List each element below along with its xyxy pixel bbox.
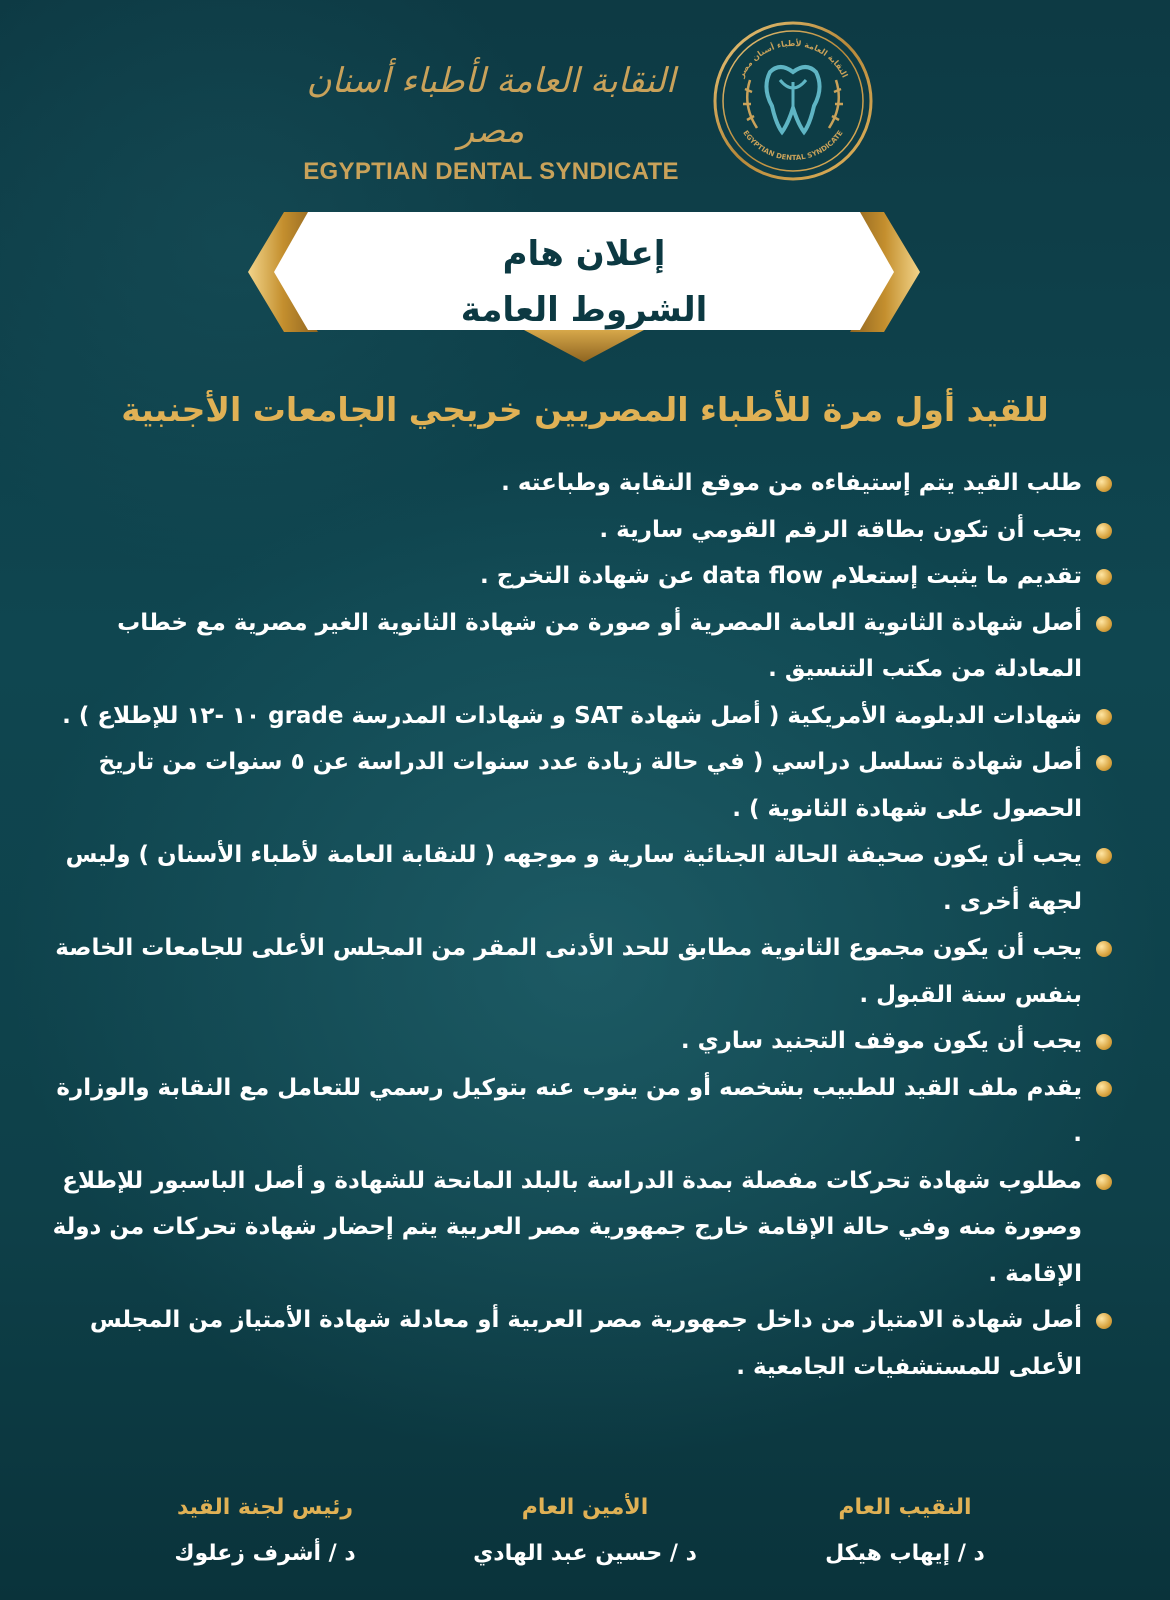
bullet-icon: [1096, 941, 1112, 957]
signature-name: د / أشرف زعلوك: [174, 1541, 356, 1566]
emblem-english-ring: EGYPTIAN DENTAL SYNDICATE: [741, 129, 845, 163]
signature-registration-committee-head: [130, 1492, 400, 1570]
bullet-icon: [1096, 616, 1112, 632]
announcement-banner: [248, 212, 920, 388]
bullet-icon: [1096, 1034, 1112, 1050]
signature-name: د / حسين عبد الهادي: [473, 1541, 697, 1566]
bullet-icon: [1096, 523, 1112, 539]
list-item: [48, 739, 1112, 832]
syndicate-logo-text: [296, 56, 686, 186]
condition-text: يجب أن يكون موقف التجنيد ساري .: [680, 1028, 1082, 1054]
condition-text: يقدم ملف القيد للطبيب بشخصه أو من ينوب عنه بتوكيل رسمي للتعامل مع النقابة والوزارة .: [56, 1074, 1082, 1147]
list-item: [48, 1297, 1112, 1390]
signature-title: رئيس لجنة القيد: [176, 1495, 354, 1520]
signature-title: النقيب العام: [838, 1495, 972, 1520]
bullet-icon: [1096, 1081, 1112, 1097]
bullet-icon: [1096, 709, 1112, 725]
condition-text: يجب أن يكون صحيفة الحالة الجنائية سارية و موجهه ( للنقابة العامة لأطباء الأسنان ) وليس لجهة أخرى .: [65, 842, 1082, 915]
signatures: [130, 1492, 1040, 1570]
list-item: [48, 1018, 1112, 1065]
emblem-arabic-ring: النقابة العامة لأطباء أسنان مصر: [736, 38, 850, 80]
signature-secretary-general: [450, 1492, 720, 1570]
condition-text: شهادات الدبلومة الأمريكية ( أصل شهادة SAT و شهادات المدرسة grade ١٠ -١٢ للإطلاع ) .: [62, 702, 1082, 729]
signature-name: د / إيهاب هيكل: [825, 1541, 985, 1566]
announcement-subtitle: للقيد أول مرة للأطباء المصريين خريجي الجامعات الأجنبية: [121, 390, 1049, 429]
logo-english-name: EGYPTIAN DENTAL SYNDICATE: [303, 158, 679, 185]
banner-line-general-conditions: الشروط العامة: [460, 290, 708, 330]
condition-text: تقديم ما يثبت إستعلام data flow عن شهادة التخرج .: [480, 563, 1082, 589]
list-item: [48, 460, 1112, 507]
banner-line-important-announcement: إعلان هام: [502, 234, 666, 274]
list-item: [48, 832, 1112, 925]
condition-text: أصل شهادة الثانوية العامة المصرية أو صورة من شهادة الثانوية الغير مصرية مع خطاب المعادلة من مكتب التنسيق .: [117, 609, 1082, 682]
conditions-list: [48, 460, 1112, 1390]
syndicate-emblem: [712, 20, 874, 182]
bullet-icon: [1096, 1174, 1112, 1190]
bullet-icon: [1096, 1313, 1112, 1329]
list-item: [48, 925, 1112, 1018]
signature-syndicate-head: [770, 1492, 1040, 1570]
list-item: [48, 693, 1112, 740]
condition-text: مطلوب شهادة تحركات مفصلة بمدة الدراسة بالبلد المانحة للشهادة و أصل الباسبور للإطلاع وصورة منه وفي حالة الإقامة خارج جمهورية مصر العربية يتم إحضار شهادة تحركات من دولة الإقامة .: [52, 1167, 1082, 1287]
bullet-icon: [1096, 476, 1112, 492]
list-item: [48, 553, 1112, 600]
list-item: [48, 1158, 1112, 1298]
list-item: [48, 600, 1112, 693]
condition-text: يجب أن تكون بطاقة الرقم القومي سارية .: [599, 516, 1082, 543]
bullet-icon: [1096, 569, 1112, 585]
signature-title: الأمين العام: [521, 1495, 649, 1520]
logo-arabic-name: النقابة العامة لأطباء أسنان مصر: [306, 61, 676, 151]
condition-text: طلب القيد يتم إستيفاءه من موقع النقابة وطباعته .: [501, 470, 1082, 496]
bullet-icon: [1096, 755, 1112, 771]
condition-text: يجب أن يكون مجموع الثانوية مطابق للحد الأدنى المقر من المجلس الأعلى للجامعات الخاصة بنفس سنة القبول .: [55, 935, 1082, 1008]
bullet-icon: [1096, 848, 1112, 864]
list-item: [48, 1065, 1112, 1158]
condition-text: أصل شهادة الامتياز من داخل جمهورية مصر العربية أو معادلة شهادة الأمتياز من المجلس الأعلى للمستشفيات الجامعية .: [89, 1307, 1082, 1380]
list-item: [48, 507, 1112, 554]
condition-text: أصل شهادة تسلسل دراسي ( في حالة زيادة عدد سنوات الدراسة عن ٥ سنوات من تاريخ الحصول على شهادة الثانوية ) .: [98, 749, 1082, 822]
